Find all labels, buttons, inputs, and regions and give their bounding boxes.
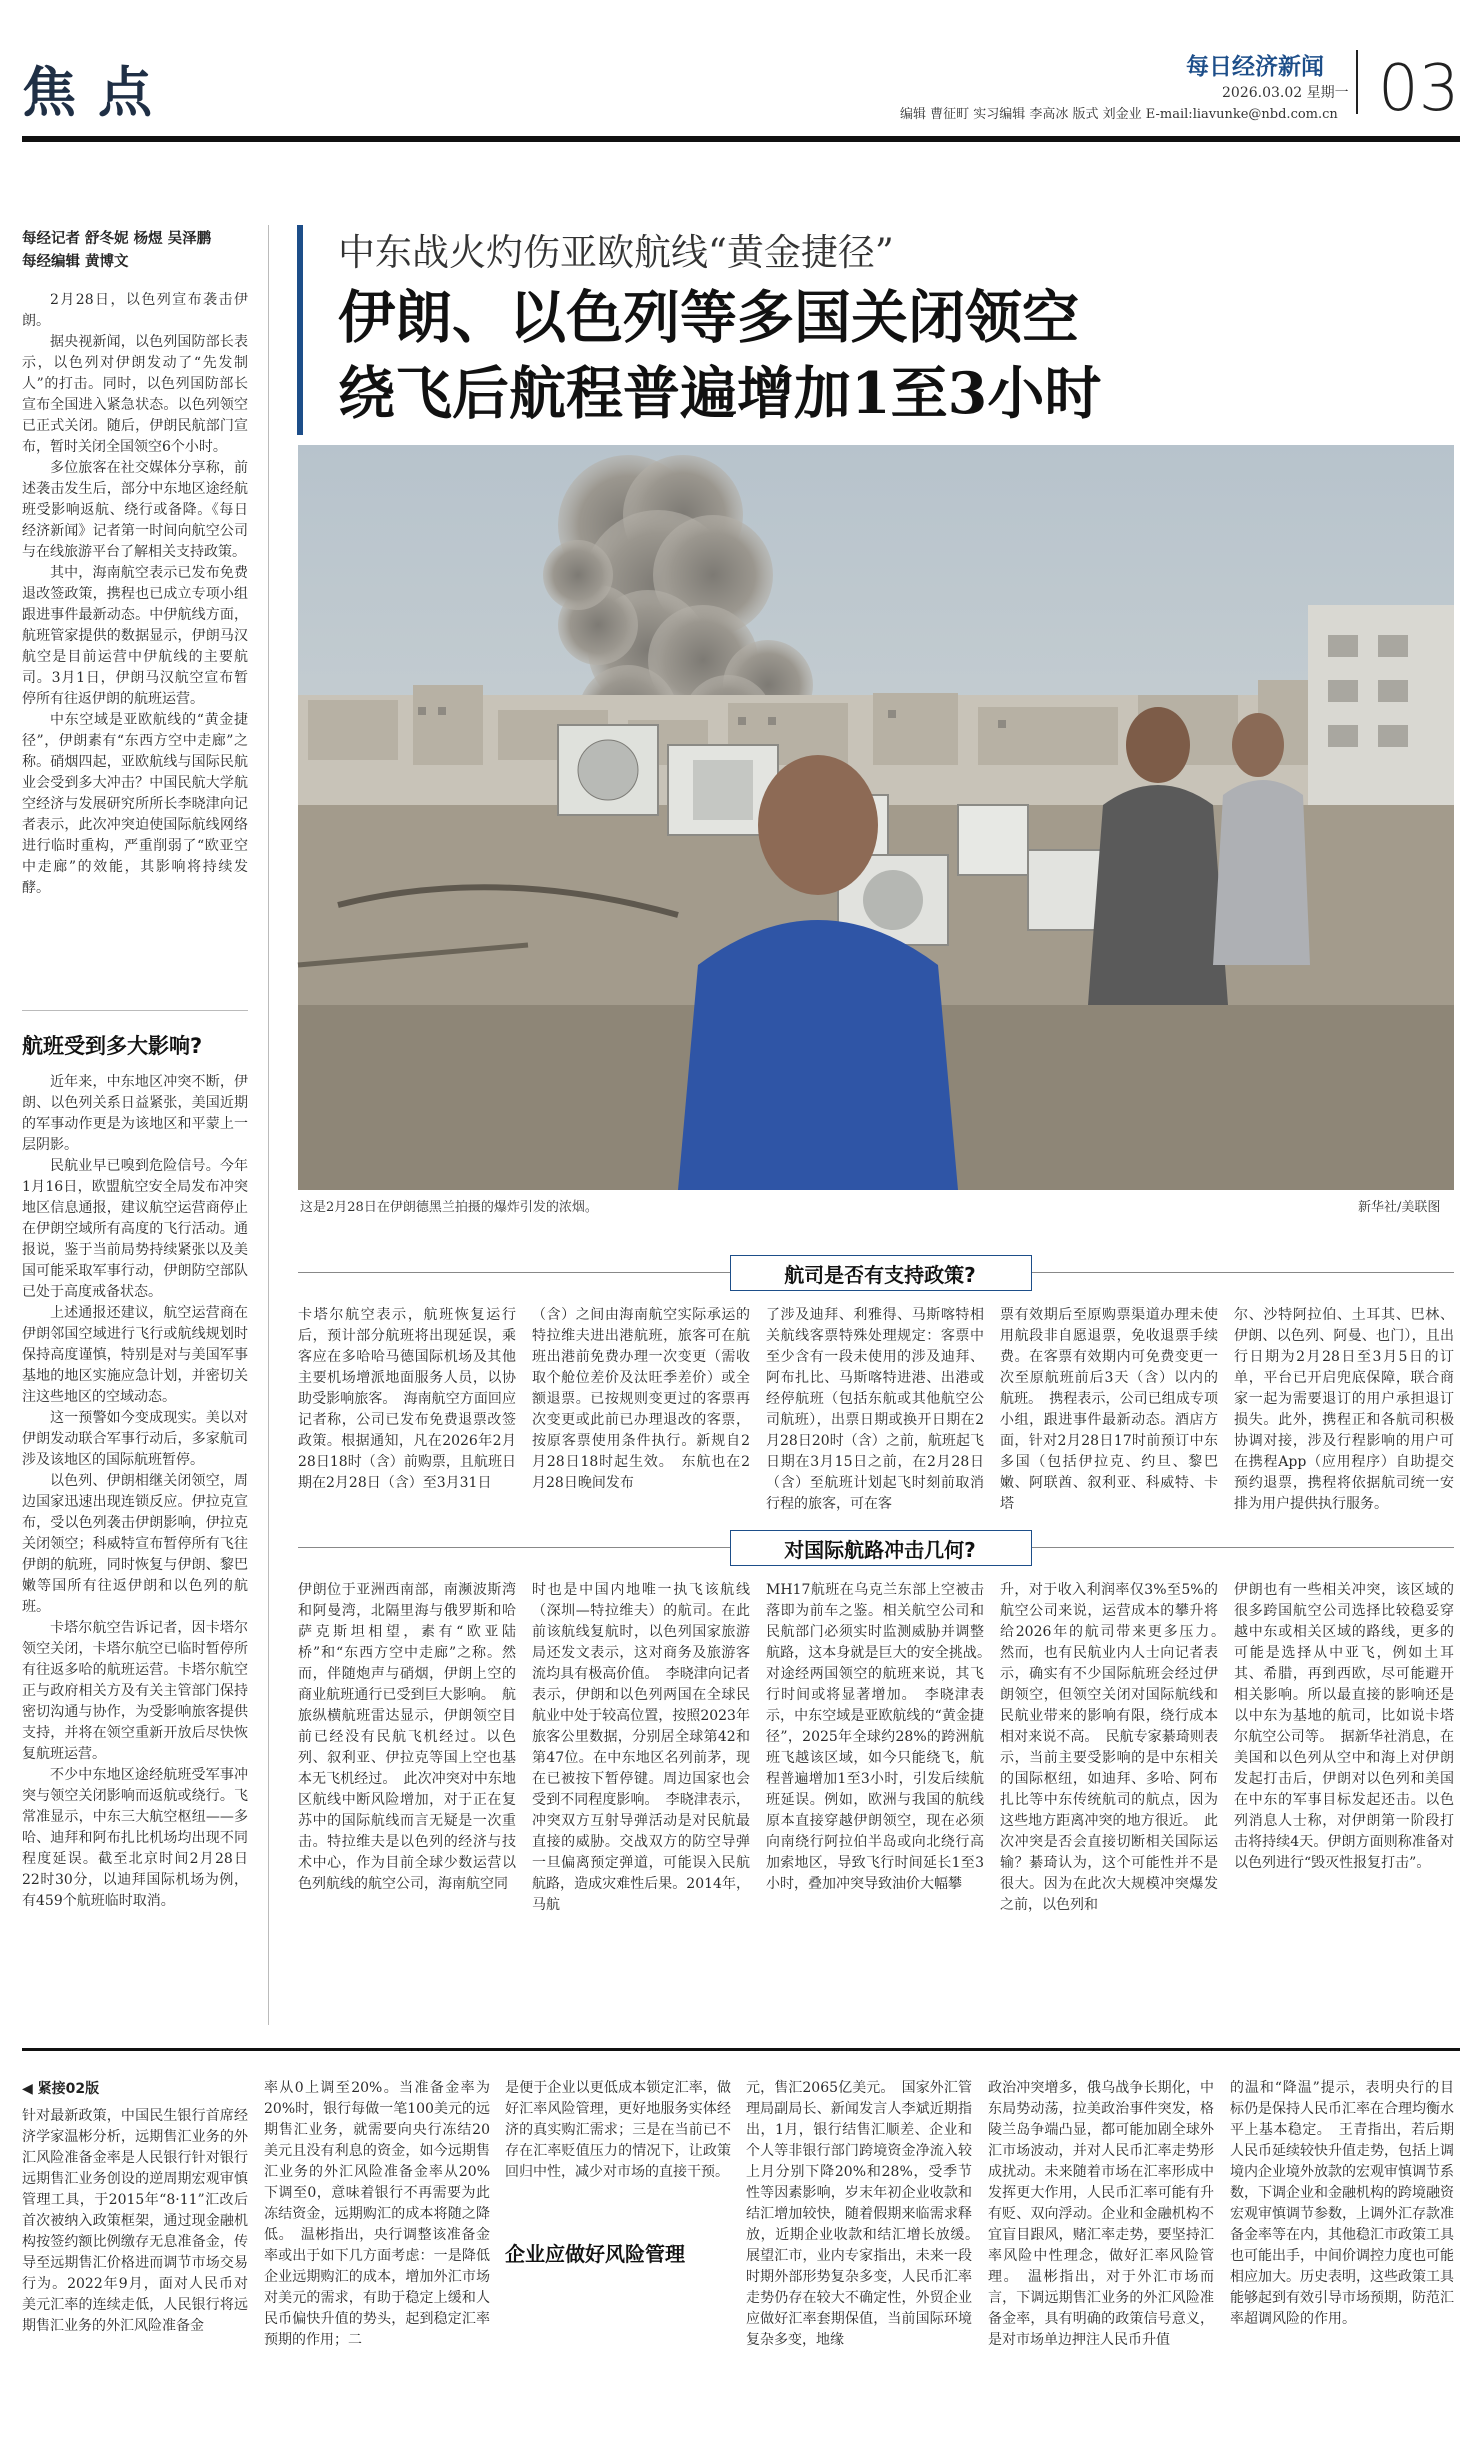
paragraph: 这一预警如今变成现实。美以对伊朗发动联合军事行动后，多家航司涉及该地区的国际航班暂停。 xyxy=(22,1410,248,1468)
page-number: 03 xyxy=(1378,52,1460,126)
byline-reporters: 每经记者 舒冬妮 杨煜 吴泽鹏 xyxy=(22,231,212,247)
byline-editor: 每经编辑 黄博文 xyxy=(22,254,129,270)
section3-col-5: 伊朗也有一些相关冲突，该区域的很多跨国航空公司选择比较稳妥穿越中东或相关区域的路线，更多的可能是选择从中亚飞，例如土耳其、希腊，再到西欧，尽可能避开相关影响。所以最直接的影响还是以中东为基地的航司，比如说卡塔尔航空公司等。 据新华社消息，在美国和以色列从空中和海上对伊朗发起打击后，伊朗对以色列和美国在中东的军事目标发起还击。以色列消息人士称，对伊朗第一阶段打击将持续4天。伊朗方面则称准备对以色列进行“毁灭性报复打击”。 xyxy=(1234,1582,1454,1871)
left-subhead: 航班受到多大影响? xyxy=(22,1034,203,1058)
bottom-col-5: 政治冲突增多，俄乌战争长期化，中东局势动荡，拉美政治事件突发，格陵兰岛争端凸显，都可能加剧全球外汇市场波动，并对人民币汇率走势形成扰动。未来随着市场在汇率形成中发挥更大作用，人民币汇率可能有升有贬、双向浮动。企业和金融机构不宜盲目跟风，赌汇率走势，要坚持汇率风险中性理念，做好汇率风险管理。 温彬指出，对于外汇市场而言，下调远期售汇业务的外汇风险准备金率，具有明确的政策信号意义，是对市场单边押注人民币升值 xyxy=(988,2080,1214,2348)
photo-credit: 新华社/美联图 xyxy=(1358,1200,1441,1215)
column-divider xyxy=(268,225,269,2025)
section2-col-1: 卡塔尔航空表示，航班恢复运行后，预计部分航班将出现延误，乘客应在多哈哈马德国际机场及其他主要机场增派地面服务人员，以协助受影响旅客。 海南航空方面回应记者称，公司已发布免费退票改签政策。根据通知，凡在2026年2月28日18时（含）前购票，且航班日期在2月28日（含）至3月31日 xyxy=(298,1307,516,1491)
bottom-subhead: 企业应做好风险管理 xyxy=(505,2242,685,2266)
section2-col-2: （含）之间由海南航空实际承运的特拉维夫进出港航班，旅客可在航班出港前免费办理一次变更（需收取个舱位差价及汰旺季差价）或全额退票。已按规则变更过的客票再次变更或此前已办理退改的客票，按原客票使用条件执行。新规自2月28日18时起生效。 东航也在2月28日晚间发布 xyxy=(532,1307,750,1491)
date-line: 2026.03.02 星期一 xyxy=(1222,85,1349,101)
section-heading: 对国际航路冲击几何? xyxy=(784,1538,976,1562)
bottom-section-rule xyxy=(22,2048,1460,2051)
paragraph: 据央视新闻，以色列国防部长表示，以色列对伊朗发动了“先发制人”的打击。同时，以色列国防部长宣布全国进入紧急状态。以色列领空已正式关闭。随后，伊朗民航部门宣布，暂时关闭全国领空6个小时。 xyxy=(22,334,248,455)
section2-col-3: 了涉及迪拜、利雅得、马斯喀特相关航线客票特殊处理规定：客票中至少含有一段未使用的涉及迪拜、阿布扎比、马斯喀特进港、出港或经停航班（包括东航或其他航空公司航班），出票日期或换开日期在2月28日20时（含）之前，航班起飞日期在3月15日之前，在2月28日（含）至航班计划起飞时刻前取消行程的旅客，可在客 xyxy=(766,1307,984,1512)
section2-col-5: 尔、沙特阿拉伯、土耳其、巴林、伊朗、以色列、阿曼、也门），且出行日期为2月28日至3月5日的订单，平台已开启兜底保障，联合商家一起为需要退订的用户承担退订损失。此外，携程正和各航司积极协调对接，涉及行程影响的用户可在携程App（应用程序）自助提交预约退票，携程将依据航司统一安排为用户提供执行服务。 xyxy=(1234,1307,1454,1512)
paragraph: 中东空域是亚欧航线的“黄金捷径”，伊朗素有“东西方空中走廊”之称。硝烟四起，亚欧航线与国际民航业会受到多大冲击？中国民航大学航空经济与发展研究所所长李晓津向记者表示，此次冲突迫使国际航线网络进行临时重构，严重削弱了“欧亚空中走廊”的效能，其影响将持续发酵。 xyxy=(22,712,248,896)
left-column-top xyxy=(22,290,248,899)
bottom-col-6: 的温和“降温”提示，表明央行的目标仍是保持人民币汇率在合理均衡水平上基本稳定。 王青指出，若后期人民币延续较快升值走势，包括上调境内企业境外放款的宏观审慎调节系数，下调企业和金融机构的跨境融资宏观审慎调节参数，上调外汇存款准备金率等在内，其他稳汇市政策工具也可能出手，中间价调控力度也可能相应加大。历史表明，这些政策工具能够起到有效引导市场预期，防范汇率超调风险的作用。 xyxy=(1230,2080,1454,2327)
paragraph: 2月28日，以色列宣布袭击伊朗。 xyxy=(22,292,248,329)
paragraph: 近年来，中东地区冲突不断，伊朗、以色列关系日益紧张，美国近期的军事动作更是为该地区和平蒙上一层阴影。 xyxy=(22,1074,248,1153)
left-column-bottom xyxy=(22,1072,248,1912)
paragraph: 其中，海南航空表示已发布免费退改签政策，携程也已成立专项小组跟进事件最新动态。中伊航线方面，航班管家提供的数据显示，伊朗马汉航空是目前运营中伊航线的主要航司。3月1日，伊朗马汉航空宣布暂停所有往返伊朗的航班运营。 xyxy=(22,565,248,707)
paragraph: 卡塔尔航空告诉记者，因卡塔尔领空关闭，卡塔尔航空已临时暂停所有往返多哈的航班运营。卡塔尔航空正与政府相关方及有关主管部门保持密切沟通与协作，为受影响旅客提供支持，并将在领空重新开放后尽快恢复航班运营。 xyxy=(22,1620,248,1762)
section-title: 焦点 xyxy=(22,60,174,124)
headline-line-2: 绕飞后航程普遍增加1至3小时 xyxy=(338,360,1102,427)
section-heading: 航司是否有支持政策? xyxy=(784,1263,976,1287)
paragraph: 以色列、伊朗相继关闭领空，周边国家迅速出现连锁反应。伊拉克宣布，受以色列袭击伊朗影响，伊拉克关闭领空；科威特宣布暂停所有飞往伊朗的航班，同时恢复与伊朗、黎巴嫩等国所有往返伊朗和以色列的航班。 xyxy=(22,1473,248,1615)
section3-col-4: 升，对于收入利润率仅3%至5%的航空公司来说，运营成本的攀升将给2026年的航司带来更多压力。 然而，也有民航业内人士向记者表示，确实有不少国际航班会经过伊朗领空，但领空关闭对国际航线和民航业带来的影响有限，绕行成本相对来说不高。 民航专家綦琦则表示，当前主要受影响的是中东相关的国际枢纽，如迪拜、多哈、阿布扎比等中东传统航司的航点，因为这些地方距离冲突的地方很近。 此次冲突是否会直接切断相关国际运输？綦琦认为，这个可能性并不是很大。因为在此次大规模冲突爆发之前，以色列和 xyxy=(1000,1582,1232,1913)
paragraph: 多位旅客在社交媒体分享称，前述袭击发生后，部分中东地区途经航班受影响返航、绕行或备降。《每日经济新闻》记者第一时间向航空公司与在线旅游平台了解相关支持政策。 xyxy=(22,460,248,560)
newspaper-brand: 每日经济新闻 xyxy=(1186,53,1324,80)
continue-tag: ◀ 紧接02版 xyxy=(22,2081,100,2097)
section3-col-2: 时也是中国内地唯一执飞该航线（深圳—特拉维夫）的航司。在此前该航线复航时，以色列国家旅游局还发文表示，这对商务及旅游客流均具有极高价值。 李晓津向记者表示，伊朗和以色列两国在全球民航业中处于较高位置，按照2023年旅客公里数据，分别居全球第42和第47位。在中东地区名列前茅，现在已被按下暂停键。周边国家也会受到不同程度影响。 李晓津表示，冲突双方互射导弹活动是对民航最直接的威胁。交战双方的防空导弹一旦偏离预定弹道，可能误入民航航路，造成灾难性后果。2014年，马航 xyxy=(532,1582,750,1913)
lead-photo xyxy=(298,445,1454,1190)
section2-col-4: 票有效期后至原购票渠道办理未使用航段非自愿退票，免收退票手续费。在客票有效期内可免费变更一次至原航班前后3天（含）以内的航班。 携程表示，公司已组成专项小组，跟进事件最新动态。酒店方面，针对2月28日17时前预订中东多国（包括伊拉克、约旦、黎巴嫩、阿联酋、叙利亚、科威特、卡塔 xyxy=(1000,1307,1218,1512)
bottom-col-1: 针对最新政策，中国民生银行首席经济学家温彬分析，远期售汇业务的外汇风险准备金率是人民银行针对银行远期售汇业务创设的逆周期宏观审慎管理工具，于2015年“8·11”汇改后首次被纳入政策框架，通过现金融机构按签约额比例缴存无息准备金，传导至远期售汇价格进而调节市场交易行为。2022年9月，面对人民币对美元汇率的连续走低，人民银行将远期售汇业务的外汇风险准备金 xyxy=(22,2108,248,2334)
headline-kicker: 中东战火灼伤亚欧航线“黄金捷径” xyxy=(338,231,894,274)
headline-accent-bar xyxy=(297,225,303,435)
bottom-col-4: 元，售汇2065亿美元。 国家外汇管理局副局长、新闻发言人李斌近期指出，1月，银行结售汇顺差、企业和个人等非银行部门跨境资金净流入较上月分别下降20%和28%，受季节性等因素影响，岁末年初企业收款和结汇增加较快，随着假期来临需求释放，近期企业收款和结汇增长放缓。 展望汇市，业内专家指出，未来一段时期外部形势复杂多变，人民币汇率走势仍存在较大不确定性，外贸企业应做好汇率套期保值，当前国际环境复杂多变，地缘 xyxy=(746,2080,986,2348)
editors-line: 编辑 曹征町 实习编辑 李高冰 版式 刘金业 E-mail:liavunke@nbd.com.cn xyxy=(900,107,1338,122)
bottom-col-3: 是便于企业以更低成本锁定汇率，做好汇率风险管理，更好地服务实体经济的真实购汇需求；三是在当前已不存在汇率贬值压力的情况下，让政策回归中性，减少对市场的直接干预。 xyxy=(505,2080,731,2180)
paragraph: 民航业早已嗅到危险信号。今年1月16日，欧盟航空安全局发布冲突地区信息通报，建议航空运营商停止在伊朗空域所有高度的飞行活动。通报说，鉴于当前局势持续紧张以及美国可能采取军事行动，伊朗防空部队已处于高度戒备状态。 xyxy=(22,1158,248,1300)
section3-col-3: MH17航班在乌克兰东部上空被击落即为前车之鉴。相关航空公司和民航部门必须实时监测威胁并调整航路，这本身就是巨大的安全挑战。 对途经两国领空的航班来说，其飞行时间或将显著增加。 李晓津表示，中东空域是亚欧航线的“黄金捷径”，2025年全球约28%的跨洲航班飞越该区域，如今只能绕飞，航程普遍增加1至3小时，引发后续航班延误。例如，欧洲与我国的航线原本直接穿越伊朗领空，现在必须向南绕行阿拉伯半岛或向北绕行高加索地区，导致飞行时间延长1至3小时，叠加冲突导致油价大幅攀 xyxy=(766,1582,998,1892)
section3-col-1: 伊朗位于亚洲西南部，南濒波斯湾和阿曼湾，北隔里海与俄罗斯和哈萨克斯坦相望，素有“欧亚陆桥”和“东西方空中走廊”之称。然而，伴随炮声与硝烟，伊朗上空的商业航班通行已受到巨大影响。 航旅纵横航班雷达显示，伊朗领空目前已经没有民航飞机经过。以色列、叙利亚、伊拉克等国上空也基本无飞机经过。 此次冲突对中东地区航线中断风险增加，对于正在复苏中的国际航线而言无疑是一次重击。特拉维夫是以色列的经济与技术中心，作为目前全球少数运营以色列航线的航空公司，海南航空同 xyxy=(298,1582,516,1892)
paragraph: 不少中东地区途经航班受军事冲突与领空关闭影响而返航或绕行。飞常准显示，中东三大航空枢纽——多哈、迪拜和阿布扎比机场均出现不同程度延误。截至北京时间2月28日22时30分，以迪拜国际机场为例，有459个航班临时取消。 xyxy=(22,1767,248,1909)
bottom-col-2: 率从0上调至20%。当准备金率为20%时，银行每做一笔100美元的远期售汇业务，就需要向央行冻结20美元且没有利息的资金，如今远期售汇业务的外汇风险准备金率从20%下调至0，意味着银行不再需要为此冻结资金，远期购汇的成本将随之降低。 温彬指出，央行调整该准备金率或出于如下几方面考虑：一是降低企业远期购汇的成本，增加外汇市场对美元的需求，有助于稳定上缓和人民币偏快升值的势头，起到稳定汇率预期的作用；二 xyxy=(264,2080,490,2348)
left-divider xyxy=(22,1010,248,1011)
masthead-rule xyxy=(22,136,1460,142)
masthead-divider xyxy=(1356,50,1358,114)
paragraph: 上述通报还建议，航空运营商在伊朗邻国空域进行飞行或航线规划时保持高度谨慎，特别是对与美国军事基地的地区实施应急计划，并密切关注这些地区的空域动态。 xyxy=(22,1305,248,1405)
headline-line-1: 伊朗、以色列等多国关闭领空 xyxy=(338,284,1079,351)
photo-caption: 这是2月28日在伊朗德黑兰拍摄的爆炸引发的浓烟。 xyxy=(300,1200,598,1215)
